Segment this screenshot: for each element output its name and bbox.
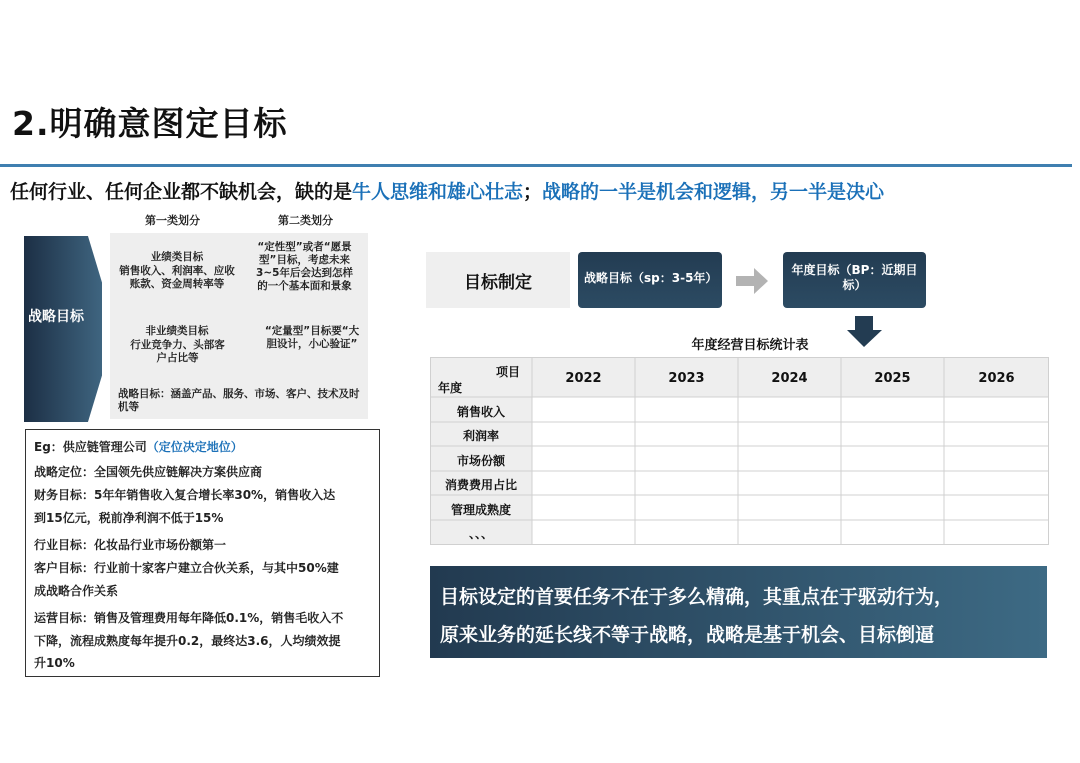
row-label: 市场份额 [456, 454, 505, 468]
year-header: 2023 [668, 371, 705, 386]
year-header: 2022 [565, 371, 602, 386]
row-label: 销售收入 [456, 405, 505, 419]
example-company: Eg：供应链管理公司 [34, 440, 147, 454]
banner-line-2: 原来业务的延长线不等于战略，战略是基于机会、目标倒逼 [440, 624, 935, 646]
qualitative-target-text: “定性型”或者“愿景型”目标，考虑未来3~5年后会达到怎样 的一个基本面和景象 [256, 241, 353, 292]
table-corner-item: 项目 [496, 365, 521, 379]
first-class-header: 第一类划分 [145, 214, 200, 227]
subtitle-part2: ； [523, 181, 543, 203]
title-divider [0, 164, 1072, 167]
example-line: 客户目标：行业前十家客户建立合伙关系，与其中50%建 [34, 561, 339, 575]
banner-line-1: 目标设定的首要任务不在于多么精确，其重点在于驱动行为， [440, 586, 954, 608]
example-line: 财务目标：5年年销售收入复合增长率30%，销售收入达 [34, 488, 336, 502]
row-label: 管理成熟度 [450, 503, 511, 517]
right-arrow-icon [736, 268, 770, 294]
year-header: 2026 [978, 371, 1015, 386]
year-header: 2024 [771, 371, 808, 386]
table-title: 年度经营目标统计表 [691, 338, 809, 353]
quantitative-target-text: “定量型”目标要“大胆设计，小心验证” [264, 325, 360, 350]
example-line: 下降，流程成熟度每年提升0.2，最终达3.6，人均绩效提 [34, 634, 341, 648]
year-header: 2025 [874, 371, 911, 386]
example-line: 到15亿元，税前净利润不低于15% [34, 511, 224, 525]
target-setting-label: 目标制定 [464, 273, 532, 293]
subtitle-highlight-2: 战略的一半是机会和逻辑，另一半是决心 [542, 181, 885, 203]
page-title: 2.明确意图定目标 [12, 104, 288, 143]
example-line: 行业目标：化妆品行业市场份额第一 [34, 538, 227, 552]
row-label: 消费费用占比 [444, 478, 517, 492]
non-performance-target-title: 非业绩类目标 [145, 325, 209, 337]
example-lead [34, 436, 243, 458]
example-positioning-note: （定位决定地位） [146, 440, 243, 454]
row-label: 利润率 [462, 429, 499, 443]
example-line: 战略定位：全国领先供应链解决方案供应商 [34, 465, 263, 479]
table-corner-year: 年度 [438, 381, 463, 395]
subtitle-part1: 任何行业、任何企业都不缺机会，缺的是 [10, 181, 353, 203]
strategic-target-box: 战略目标（sp：3-5年） [578, 252, 722, 308]
conclusion-banner [430, 566, 1047, 658]
strategy-target-label: 战略目标 [28, 309, 84, 325]
example-line: 升10% [34, 656, 75, 670]
performance-target-title: 业绩类目标 [150, 251, 204, 263]
subtitle [10, 177, 884, 204]
annual-target-box: 年度目标（BP：近期目标） [783, 252, 926, 308]
strategy-target-scope: 战略目标：涵盖产品、服务、市场、客户、技术及时机等 [118, 388, 360, 413]
non-performance-target-body: 行业竞争力、头部客户占比等 [130, 339, 225, 364]
example-line: 运营目标：销售及管理费用每年降低0.1%，销售毛收入不 [34, 611, 344, 625]
strategy-target-arrow [24, 236, 102, 422]
row-label: 、、、 [468, 527, 493, 541]
subtitle-highlight-1: 牛人思维和雄心壮志 [352, 181, 524, 203]
performance-target-body: 销售收入、利润率、应收账款、资金周转率等 [119, 265, 235, 290]
example-line: 成战略合作关系 [34, 584, 119, 598]
example-box [25, 429, 380, 677]
second-class-header: 第二类划分 [278, 214, 333, 227]
